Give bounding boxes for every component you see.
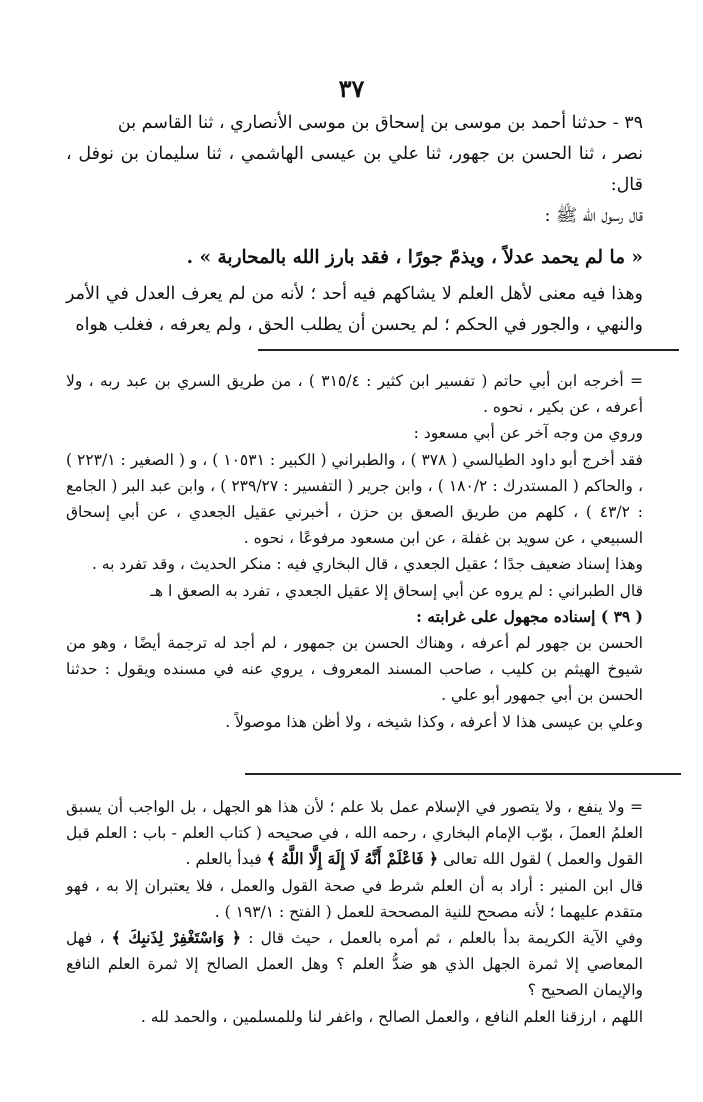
- isnad-line: نصر ، ثنا الحسن بن جهور، ثنا علي بن عيسى الهاشمي ، ثنا سليمان بن نوفل ، قال:: [66, 144, 643, 195]
- footnote-text: = ولا ينفع ، ولا يتصور في الإسلام عمل بلا علم ؛ لأن هذا هو الجهل ، بل الواجب أن يسبق العلمُ العملَ ، بوّب الإمام البخاري ، رحمه الله ، في صحيحه ( كتاب العلم - باب : العلم قبل القول والعمل ) لقول الله تعالى: [66, 798, 643, 869]
- commentary-paragraph: وهذا فيه معنى لأهل العلم لا يشاكهم فيه أحد ؛ لأنه من لم يعرف العدل في الأمر والنهي ، والجور في الحكم ؛ لم يحسن أن يطلب الحق ، ولم يعرفه ، فغلب هواه: [66, 284, 643, 335]
- footnote-divider: [245, 773, 681, 775]
- page-number: ٣٧: [338, 74, 365, 103]
- footnote-line: قال ابن المنير : أراد به أن العلم شرط في صحة القول والعمل ، فلا يعتبران إلا به ، فهو متقدم عليهما ؛ لأنه مصحح للنية المصححة للعمل ( الفتح : ١٩٣/١ ) .: [66, 876, 643, 921]
- main-text: [66, 108, 643, 341]
- isnad-line: قال رسول الله ﷺ :: [544, 206, 643, 226]
- footnote-line: [66, 794, 643, 873]
- footnote-heading: ( ٣٩ ) إسناده مجهول على غرابته :: [416, 606, 643, 626]
- quran-verse: ﴿ وَاسْتَغْفِرْ لِذَنبِكَ ﴾: [111, 928, 242, 948]
- footnote-line: فقد أخرج أبو داود الطيالسي ( ٣٧٨ ) ، والطبراني ( الكبير : ١٠٥٣١ ) ، و ( الصغير : ٢٢٣/١ ) ، والحاكم ( المستدرك : ١٨٠/٢ ) ، وابن جرير ( التفسير : ٢٣٩/٢٧ ) ، وابن عبد البر ( الجامع : ٤٣/٢ ) ، كلهم من طريق الصعق بن حزن ، أخبرني عقيل الجعدي ، عن أبي إسحاق السبيعي ، عن سويد بن غفلة ، عن ابن مسعود مرفوعًا ، نحوه .: [66, 450, 643, 548]
- footnote-divider: [258, 349, 679, 351]
- footnote-text: ، فهل المعاصي إلا ثمرة الجهل الذي هو ضدُّ العلم ؟ وهل العمل الصالح إلا ثمرة العلم النافع والإيمان الصحيح ؟: [66, 929, 643, 1000]
- footnote-text: وفي الآية الكريمة بدأ بالعلم ، ثم أمره بالعمل ، حيث قال :: [248, 929, 644, 948]
- footnote-line: وهذا إسناد ضعيف جدًا ؛ عقيل الجعدي ، قال البخاري فيه : منكر الحديث ، وقد تفرد به .: [91, 555, 643, 574]
- footnote-text: فبدأ بالعلم .: [185, 850, 262, 869]
- footnote-line: قال الطبراني : لم يروه عن أبي إسحاق إلا عقيل الجعدي ، تفرد به الصعق ا هـ: [150, 581, 643, 600]
- quran-verse: ﴿ فَاعْلَمْ أَنَّهُ لَا إِلَهَ إِلَّا اللَّهُ ﴾: [266, 849, 439, 869]
- footnote-line: اللهم ، ارزقنا العلم النافع ، والعمل الصالح ، واغفر لنا وللمسلمين ، والحمد لله .: [140, 1007, 643, 1026]
- footnotes-section-1: [66, 368, 643, 735]
- footnote-line: [66, 925, 643, 1004]
- footnote-line: وعلي بن عيسى هذا لا أعرفه ، وكذا شيخه ، ولا أظن هذا موصولاً .: [225, 712, 643, 731]
- footnote-line: = أخرجه ابن أبي حاتم ( تفسير ابن كثير : ٣١٥/٤ ) ، من طريق السري بن عبد ربه ، ولا أعرفه ، عن بكير ، نحوه .: [66, 372, 644, 417]
- footnote-line: الحسن بن جهور لم أعرفه ، وهناك الحسن بن جمهور ، لم أجد له ترجمة أيضًا ، وهو من شيوخ الهيثم بن كليب ، صاحب المسند المعروف ، يروي عنه في مسنده ويقول : حدثنا الحسن بن أبي جمهور أبو علي .: [66, 634, 643, 705]
- hadith-text: « ما لم يحمد عدلاً ، ويذمّ جورًا ، فقد بارز الله بالمحاربة » .: [186, 247, 643, 268]
- footnote-line: وروي من وجه آخر عن أبي مسعود :: [413, 424, 643, 443]
- isnad-line: ٣٩ - حدثنا أحمد بن موسى بن إسحاق بن موسى الأنصاري ، ثنا القاسم بن: [117, 113, 643, 133]
- footnotes-section-2: [66, 794, 643, 1030]
